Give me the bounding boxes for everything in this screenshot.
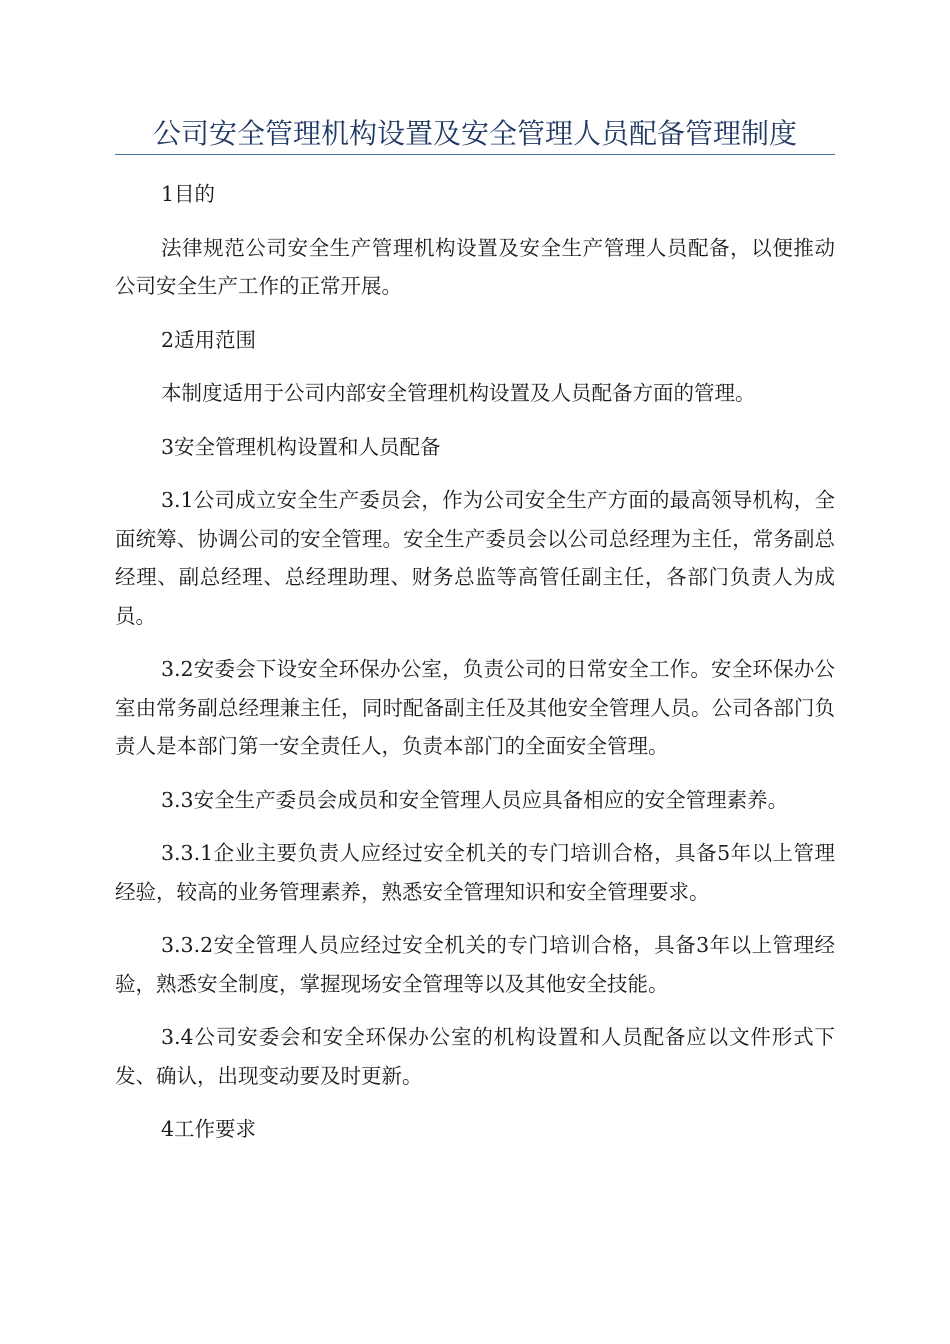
paragraph-purpose: 法律规范公司安全生产管理机构设置及安全生产管理人员配备，以便推动公司安全生产工作的正常开展。	[115, 235, 835, 298]
document-title: 公司安全管理机构设置及安全管理人员配备管理制度	[152, 117, 797, 150]
paragraph-3-3-1: 3.3.1企业主要负责人应经过安全机关的专门培训合格，具备5年以上管理经验，较高的业务管理素养，熟悉安全管理知识和安全管理要求。	[115, 841, 835, 904]
paragraph-3-2: 3.2安委会下设安全环保办公室，负责公司的日常安全工作。安全环保办公室由常务副总经理兼主任，同时配备副主任及其他安全管理人员。公司各部门负责人是本部门第一安全责任人，负责本部门的全面安全管理。	[115, 657, 835, 758]
section-heading-organization: 3安全管理机构设置和人员配备	[161, 434, 441, 459]
document-body	[115, 175, 835, 1149]
paragraph-3-1: 3.1公司成立安全生产委员会，作为公司安全生产方面的最高领导机构，全面统筹、协调公司的安全管理。安全生产委员会以公司总经理为主任，常务副总经理、副总经理、总经理助理、财务总监等高管任副主任，各部门负责人为成员。	[115, 488, 835, 628]
section-heading-scope: 2适用范围	[161, 327, 257, 352]
section-heading-requirements: 4工作要求	[161, 1117, 257, 1141]
paragraph-3-3-2: 3.3.2安全管理人员应经过安全机关的专门培训合格，具备3年以上管理经验，熟悉安全制度，掌握现场安全管理等以及其他安全技能。	[115, 933, 835, 996]
title-underline	[115, 154, 835, 155]
paragraph-scope: 本制度适用于公司内部安全管理机构设置及人员配备方面的管理。	[161, 381, 756, 405]
paragraph-3-4: 3.4公司安委会和安全环保办公室的机构设置和人员配备应以文件形式下发、确认，出现变动要及时更新。	[115, 1025, 835, 1088]
paragraph-3-3: 3.3安全生产委员会成员和安全管理人员应具备相应的安全管理素养。	[161, 787, 789, 812]
section-heading-purpose: 1目的	[161, 182, 216, 206]
